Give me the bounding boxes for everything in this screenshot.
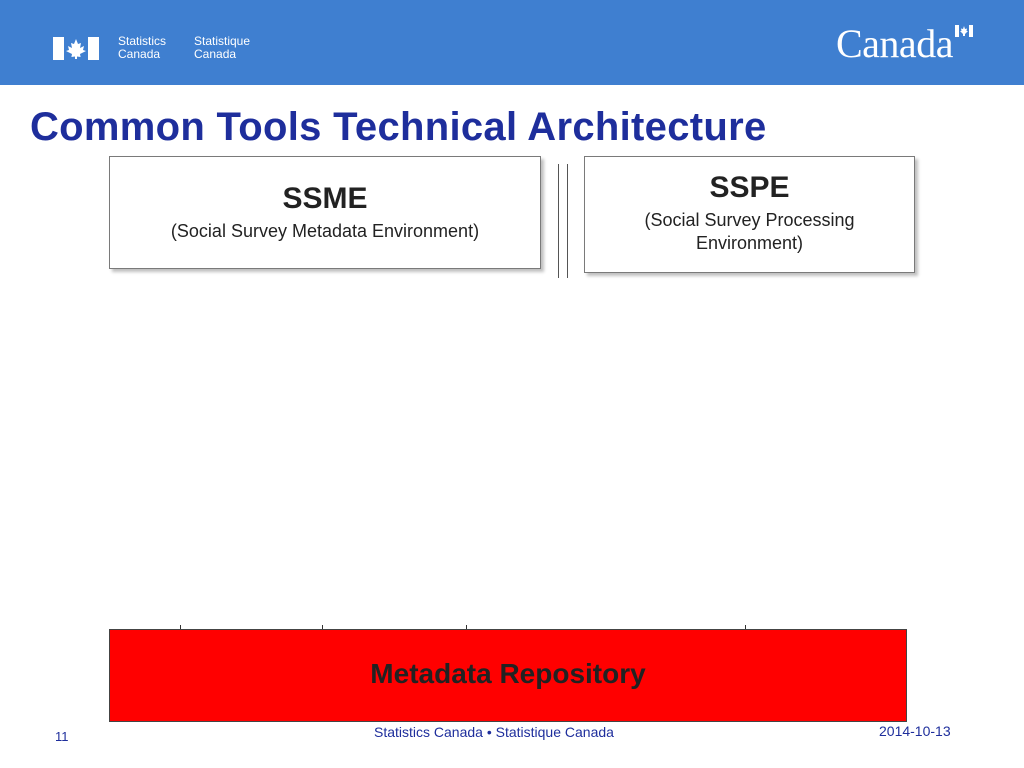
sspe-subtitle-line2: Environment) xyxy=(695,233,804,253)
agency-fr-line1: Statistique xyxy=(194,34,251,48)
header-banner xyxy=(0,0,1024,85)
canada-wordmark: Canada xyxy=(836,21,953,66)
slide-title: Common Tools Technical Architecture xyxy=(30,105,767,149)
agency-en-line1: Statistics xyxy=(118,34,167,48)
wordmark-flag-icon xyxy=(955,25,973,37)
agency-name-french xyxy=(194,35,250,61)
metadata-repository-label: Metadata Repository xyxy=(370,658,646,689)
sspe-box xyxy=(584,156,915,273)
ssme-box xyxy=(109,156,541,269)
divider-line-left xyxy=(558,164,559,278)
sspe-title: SSPE xyxy=(709,171,790,204)
ssme-subtitle: (Social Survey Metadata Environment) xyxy=(170,221,480,241)
ssme-title: SSME xyxy=(282,182,368,215)
agency-fr-line2: Canada xyxy=(194,47,237,61)
metadata-repository-box xyxy=(109,629,907,722)
footer-text: Statistics Canada • Statistique Canada xyxy=(374,724,614,740)
sspe-subtitle-line1: (Social Survey Processing xyxy=(644,210,855,230)
page-number: 11 xyxy=(55,729,69,744)
divider-line-right xyxy=(567,164,568,278)
canada-flag-icon xyxy=(53,37,99,60)
slide-date: 2014-10-13 xyxy=(879,723,951,739)
agency-en-line2: Canada xyxy=(118,47,161,61)
agency-name-english xyxy=(118,35,166,61)
